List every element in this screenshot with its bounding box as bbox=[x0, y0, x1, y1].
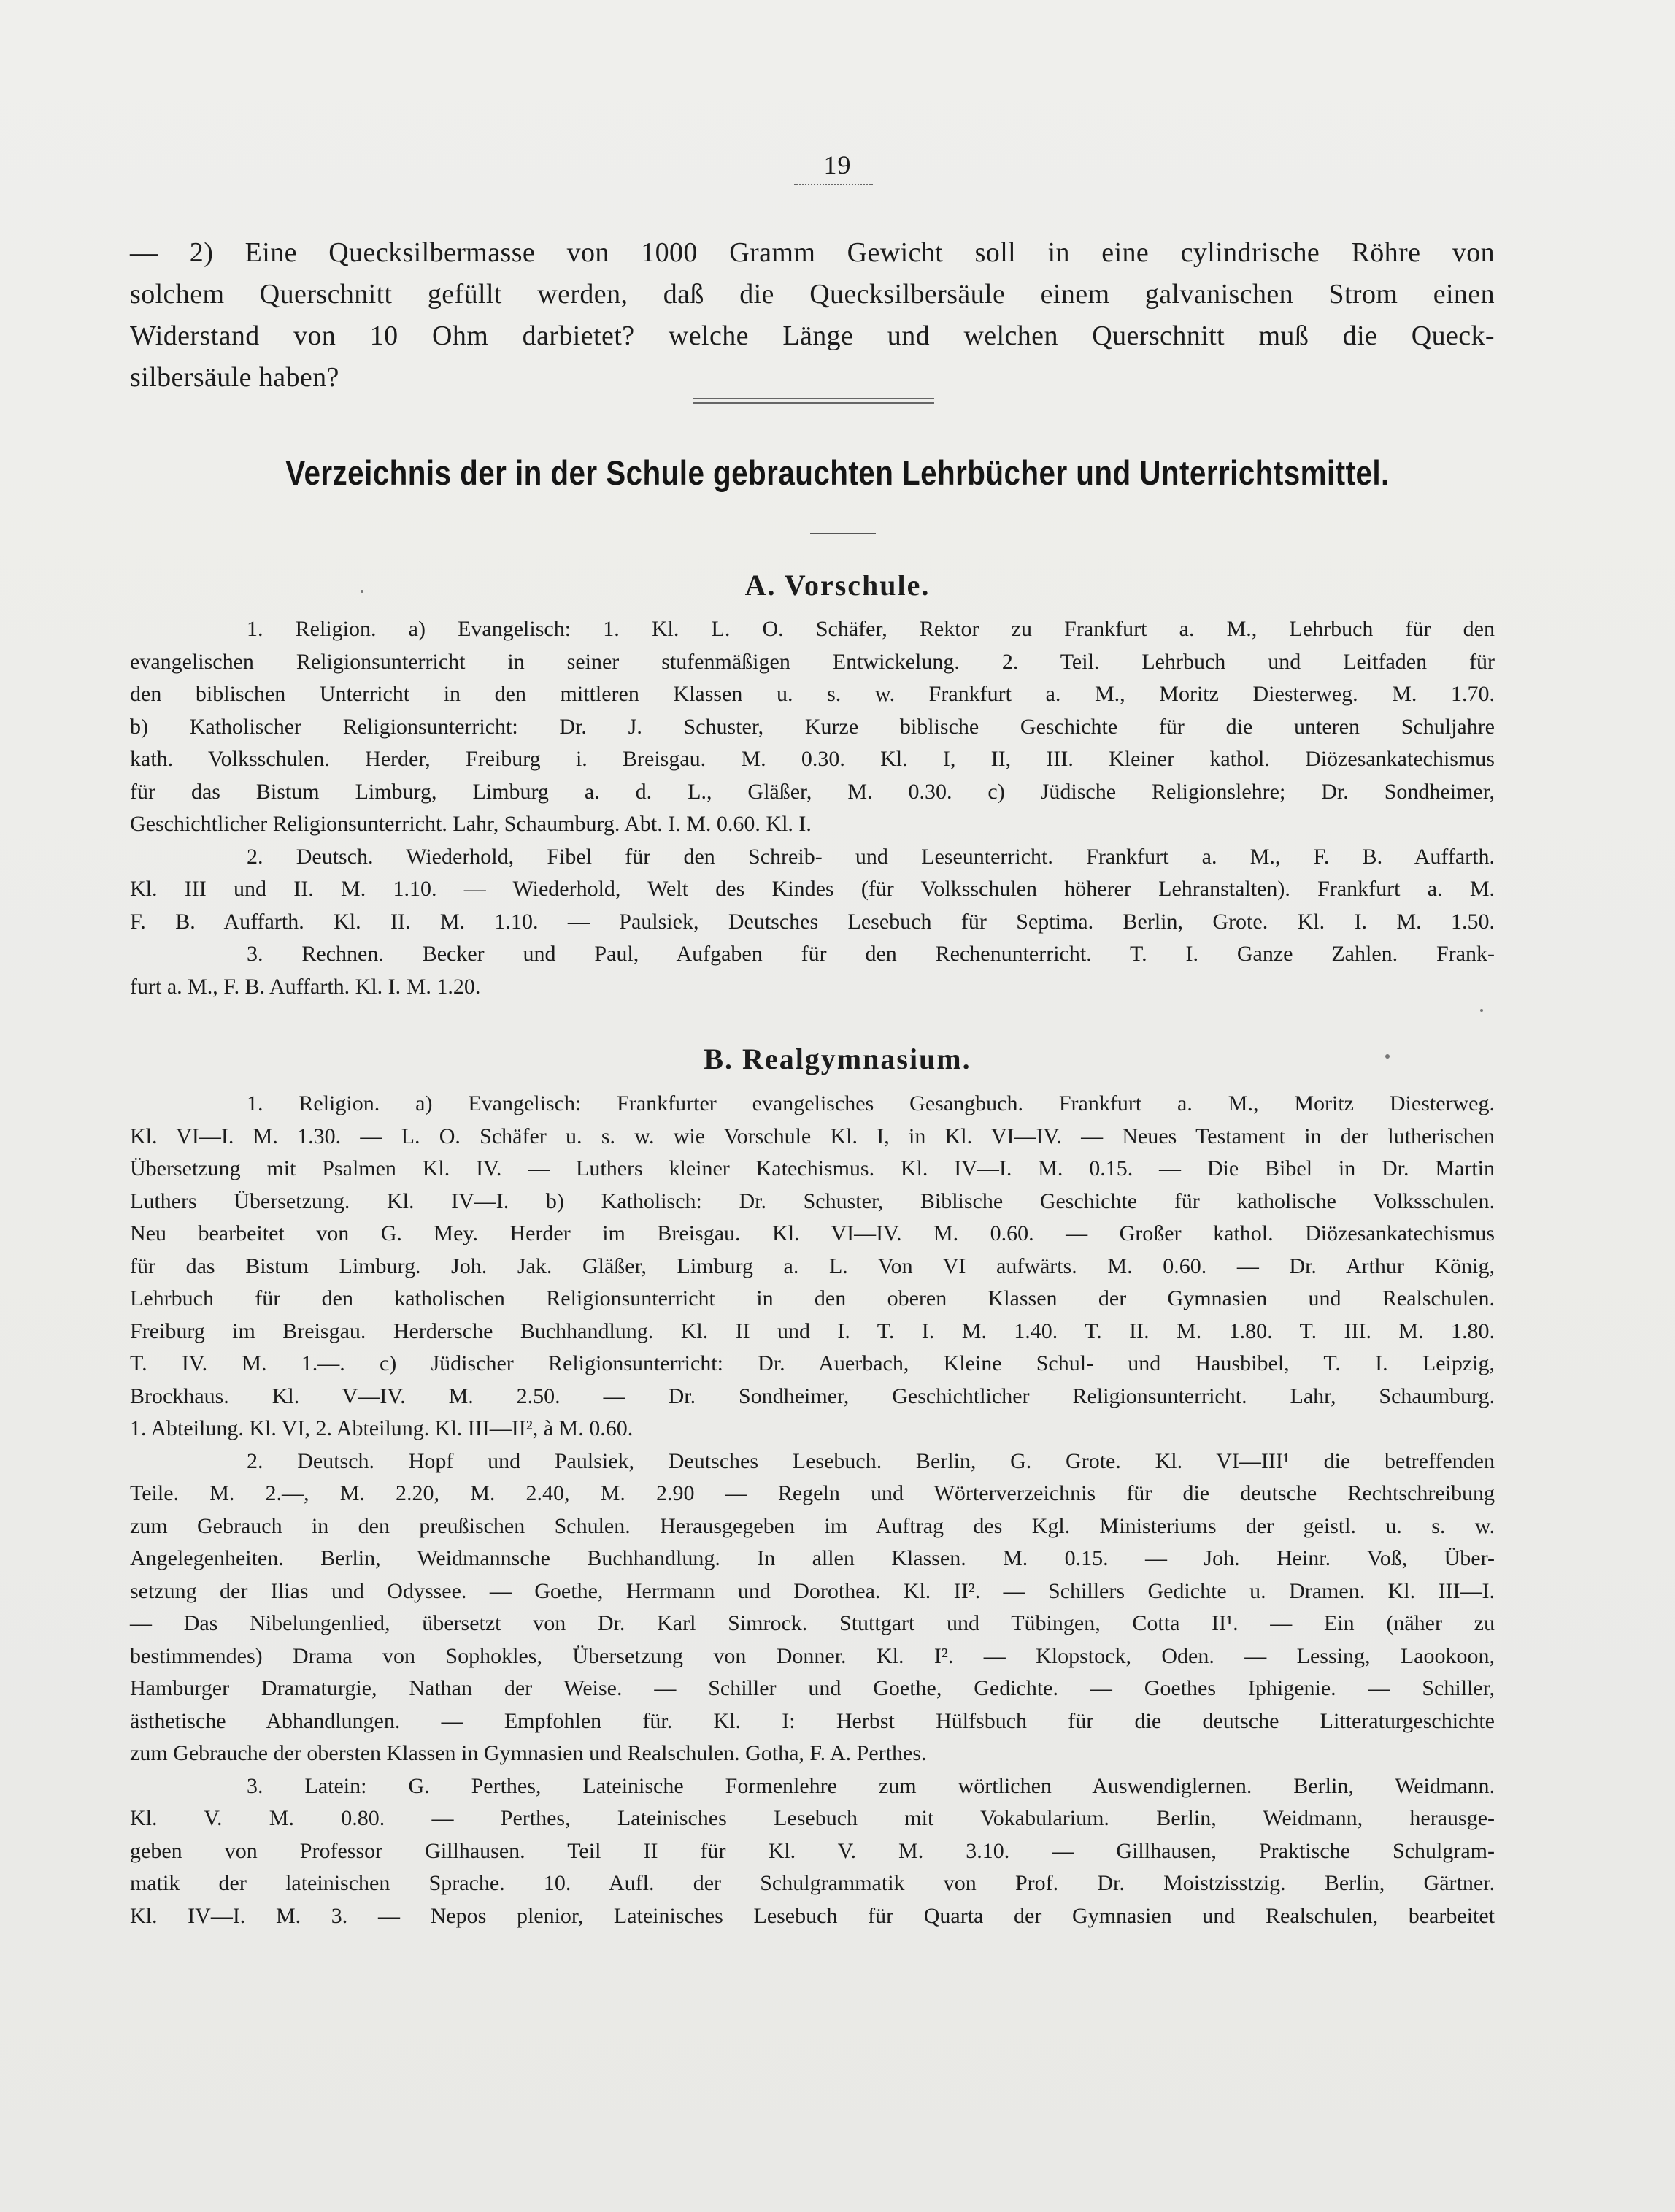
text-line: Übersetzung mit Psalmen Kl. IV. — Luthers kleiner Katechismus. Kl. IV—I. M. 0.15. — Die Bibel in Dr. Martin bbox=[130, 1156, 1495, 1180]
text-line: für das Bistum Limburg. Joh. Jak. Gläßer, Limburg a. L. Von VI aufwärts. M. 0.60. — Dr. Arthur König, bbox=[130, 1253, 1495, 1278]
page-number-underline bbox=[794, 184, 873, 185]
section-a-body bbox=[130, 613, 1495, 1003]
text-line: ästhetische Abhandlungen. — Empfohlen für. Kl. I: Herbst Hülfsbuch für die deutsche Litteraturgeschichte bbox=[130, 1708, 1495, 1733]
text-line: evangelischen Religionsunterricht in seiner stufenmäßigen Entwickelung. 2. Teil. Lehrbuch und Leitfaden für bbox=[130, 649, 1495, 674]
text-line: zum Gebrauch in den preußischen Schulen. Herausgegeben im Auftrag des Kgl. Ministeriums der geistl. u. s. w. bbox=[130, 1513, 1495, 1538]
question-line: solchem Querschnitt gefüllt werden, daß die Quecksilbersäule einem galvanischen Strom einen bbox=[130, 279, 1495, 310]
title-divider bbox=[810, 533, 876, 534]
section-b-heading: B. Realgymnasium. bbox=[704, 1042, 971, 1075]
text-line: Kl. VI—I. M. 1.30. — L. O. Schäfer u. s. w. wie Vorschule Kl. I, in Kl. VI—IV. — Neues Testament in der lutherischen bbox=[130, 1124, 1495, 1148]
text-line: b) Katholischer Religionsunterricht: Dr. J. Schuster, Kurze biblische Geschichte für die unteren Schuljahre bbox=[130, 714, 1495, 739]
text-line: Geschichtlicher Religionsunterricht. Lahr, Schaumburg. Abt. I. M. 0.60. Kl. I. bbox=[130, 812, 812, 836]
text-line: den biblischen Unterricht in den mittleren Klassen u. s. w. Frankfurt a. M., Moritz Diesterweg. M. 1.70. bbox=[130, 682, 1495, 706]
page-title: Verzeichnis der in der Schule gebrauchten Lehrbücher und Unterrichtsmittel. bbox=[285, 453, 1390, 492]
text-line: Kl. V. M. 0.80. — Perthes, Lateinisches Lesebuch mit Vokabularium. Berlin, Weidmann, herausge- bbox=[130, 1806, 1495, 1830]
section-a-heading: A. Vorschule. bbox=[744, 569, 931, 602]
section-b-body bbox=[130, 1088, 1495, 1932]
text-line: 1. Religion. a) Evangelisch: 1. Kl. L. O. Schäfer, Rektor zu Frankfurt a. M., Lehrbuch für den bbox=[247, 617, 1495, 641]
text-line: matik der lateinischen Sprache. 10. Aufl. der Schulgrammatik von Prof. Dr. Moistzisstzig. Berlin, Gärtner. bbox=[130, 1871, 1495, 1895]
text-line: T. IV. M. 1.—. c) Jüdischer Religionsunterricht: Dr. Auerbach, Kleine Schul- und Hausbibel, T. I. Leipzig, bbox=[130, 1351, 1495, 1375]
section-divider bbox=[693, 398, 934, 404]
text-line: geben von Professor Gillhausen. Teil II für Kl. V. M. 3.10. — Gillhausen, Praktische Schulgram- bbox=[130, 1838, 1495, 1863]
question-paragraph bbox=[130, 232, 1495, 399]
paper-speck bbox=[1480, 1009, 1483, 1012]
page-number: 19 bbox=[823, 150, 852, 180]
text-line: 2. Deutsch. Hopf und Paulsiek, Deutsches Lesebuch. Berlin, G. Grote. Kl. VI—III¹ die betreffenden bbox=[247, 1448, 1495, 1473]
text-line: setzung der Ilias und Odyssee. — Goethe, Herrmann und Dorothea. Kl. II². — Schillers Gedichte u. Dramen. Kl. III—I. bbox=[130, 1578, 1495, 1603]
question-line: — 2) Eine Quecksilbermasse von 1000 Gramm Gewicht soll in eine cylindrische Röhre von bbox=[130, 237, 1495, 268]
text-line: — Das Nibelungenlied, übersetzt von Dr. Karl Simrock. Stuttgart und Tübingen, Cotta II¹. — Ein (näher zu bbox=[130, 1611, 1495, 1635]
paper-speck bbox=[1385, 1054, 1390, 1059]
text-line: 1. Abteilung. Kl. VI, 2. Abteilung. Kl. III—II², à M. 0.60. bbox=[130, 1416, 634, 1440]
text-line: Angelegenheiten. Berlin, Weidmannsche Buchhandlung. In allen Klassen. M. 0.15. — Joh. Heinr. Voß, Über- bbox=[130, 1546, 1495, 1570]
text-line: Neu bearbeitet von G. Mey. Herder im Breisgau. Kl. VI—IV. M. 0.60. — Großer kathol. Diözesankatechismus bbox=[130, 1221, 1495, 1245]
text-line: bestimmendes) Drama von Sophokles, Übersetzung von Donner. Kl. I². — Klopstock, Oden. — Lessing, Laookoon, bbox=[130, 1643, 1495, 1668]
text-line: Luthers Übersetzung. Kl. IV—I. b) Katholisch: Dr. Schuster, Biblische Geschichte für katholische Volksschulen. bbox=[130, 1188, 1495, 1213]
text-line: Kl. III und II. M. 1.10. — Wiederhold, Welt des Kindes (für Volksschulen höherer Lehranstalten). Frankfurt a. M. bbox=[130, 877, 1495, 901]
paper-speck bbox=[361, 590, 363, 593]
text-line: kath. Volksschulen. Herder, Freiburg i. Breisgau. M. 0.30. Kl. I, II, III. Kleiner kathol. Diözesankatechismus bbox=[130, 747, 1495, 771]
text-line: 1. Religion. a) Evangelisch: Frankfurter evangelisches Gesangbuch. Frankfurt a. M., Moritz Diesterweg. bbox=[247, 1091, 1495, 1115]
text-line: 2. Deutsch. Wiederhold, Fibel für den Schreib- und Leseunterricht. Frankfurt a. M., F. B. Auffarth. bbox=[247, 844, 1495, 869]
text-line: 3. Rechnen. Becker und Paul, Aufgaben für den Rechenunterricht. T. I. Ganze Zahlen. Frank- bbox=[247, 942, 1495, 966]
text-line: Lehrbuch für den katholischen Religionsunterricht in den oberen Klassen der Gymnasien und Realschulen. bbox=[130, 1286, 1495, 1310]
text-line: für das Bistum Limburg, Limburg a. d. L., Gläßer, M. 0.30. c) Jüdische Religionslehre; Dr. Sondheimer, bbox=[130, 779, 1495, 804]
text-line: Freiburg im Breisgau. Herdersche Buchhandlung. Kl. II und I. T. I. M. 1.40. T. II. M. 1.80. T. III. M. 1.80. bbox=[130, 1318, 1495, 1343]
text-line: Kl. IV—I. M. 3. — Nepos plenior, Lateinisches Lesebuch für Quarta der Gymnasien und Realschulen, bearbeitet bbox=[130, 1903, 1495, 1928]
text-line: 3. Latein: G. Perthes, Lateinische Formenlehre zum wörtlichen Auswendiglernen. Berlin, Weidmann. bbox=[247, 1773, 1495, 1798]
text-line: F. B. Auffarth. Kl. II. M. 1.10. — Paulsiek, Deutsches Lesebuch für Septima. Berlin, Grote. Kl. I. M. 1.50. bbox=[130, 909, 1495, 934]
text-line: Brockhaus. Kl. V—IV. M. 2.50. — Dr. Sondheimer, Geschichtlicher Religionsunterricht. Lahr, Schaumburg. bbox=[130, 1383, 1495, 1408]
text-line: furt a. M., F. B. Auffarth. Kl. I. M. 1.20. bbox=[130, 974, 481, 999]
question-line: silbersäule haben? bbox=[130, 362, 339, 393]
question-line: Widerstand von 10 Ohm darbietet? welche Länge und welchen Querschnitt muß die Queck- bbox=[130, 320, 1495, 351]
text-line: zum Gebrauche der obersten Klassen in Gymnasien und Realschulen. Gotha, F. A. Perthes. bbox=[130, 1741, 927, 1765]
text-line: Teile. M. 2.—, M. 2.20, M. 2.40, M. 2.90 — Regeln und Wörterverzeichnis für die deutsche Rechtschreibung bbox=[130, 1481, 1495, 1505]
text-line: Hamburger Dramaturgie, Nathan der Weise. — Schiller und Goethe, Gedichte. — Goethes Iphigenie. — Schiller, bbox=[130, 1676, 1495, 1700]
